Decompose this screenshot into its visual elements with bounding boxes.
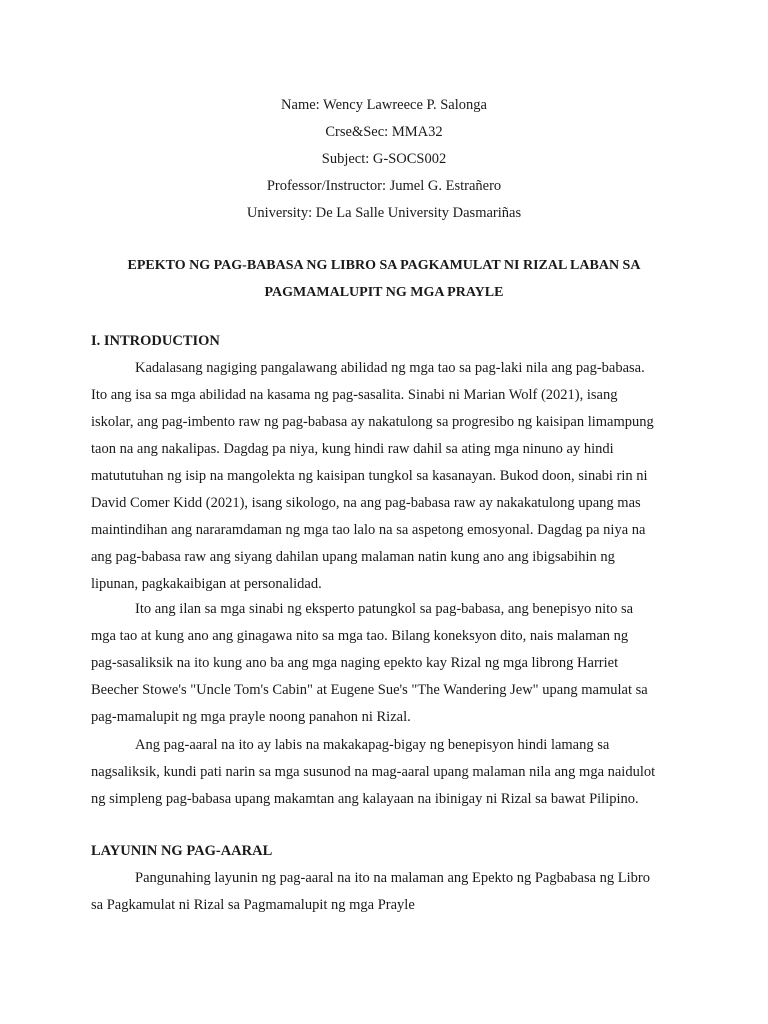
student-info-block — [0, 92, 768, 227]
text-line: ng simpleng pag-babasa upang makamtan ang kalayaan na ibinigay ni Rizal sa bawat Pilipino. — [91, 791, 639, 807]
text-line: Pangunahing layunin ng pag-aaral na ito na malaman ang Epekto ng Pagbabasa ng Libro — [135, 870, 651, 886]
subject: Subject: G-SOCS002 — [321, 151, 447, 167]
introduction-heading: I. INTRODUCTION — [91, 333, 220, 349]
document-title — [90, 252, 678, 306]
text-line: Ito ang isa sa mga abilidad na kasama ng pag-sasalita. Sinabi ni Marian Wolf (2021), isang — [91, 387, 618, 403]
university: University: De La Salle University Dasmariñas — [246, 205, 522, 221]
title-line-1: EPEKTO NG PAG-BABASA NG LIBRO SA PAGKAMULAT NI RIZAL LABAN SA — [127, 258, 641, 273]
text-line: matututuhan ng isip na mangolekta ng kaisipan tungkol sa kasanayan. Bukod doon, sinabi rin ni — [91, 468, 648, 484]
student-name: Name: Wency Lawreece P. Salonga — [281, 97, 487, 113]
text-line: lipunan, pagkakaibigan at personalidad. — [91, 576, 322, 592]
professor: Professor/Instructor: Jumel G. Estrañero — [266, 178, 502, 194]
text-line: mga tao at kung ano ang ginagawa nito sa mga tao. Bilang koneksyon dito, nais malaman ng — [91, 628, 629, 644]
course-section: Crse&Sec: MMA32 — [325, 124, 443, 140]
text-line: iskolar, ang pag-imbento raw ng pag-babasa ay nakatulong sa progresibo ng kaisipan limampung — [91, 414, 654, 430]
text-line: Ang pag-aaral na ito ay labis na makakapag-bigay ng benepisyon hindi lamang sa — [135, 737, 610, 753]
intro-paragraph-1 — [91, 355, 679, 598]
text-line: maintindihan ang nararamdaman ng mga tao lalo na sa aspetong emosyonal. Dagdag pa niya na — [91, 522, 646, 538]
title-line-2: PAGMAMALUPIT NG MGA PRAYLE — [264, 285, 504, 300]
text-line: ang pag-babasa raw ang siyang dahilan upang malaman natin kung ano ang ibigsabihin ng — [91, 549, 615, 565]
text-line: Kadalasang nagiging pangalawang abilidad ng mga tao sa pag-laki nila ang pag-babasa. — [135, 360, 645, 376]
layunin-heading: LAYUNIN NG PAG-AARAL — [91, 843, 273, 859]
layunin-paragraph-1 — [91, 865, 679, 919]
intro-paragraph-3 — [91, 732, 679, 813]
text-line: sa Pagkamulat ni Rizal sa Pagmamalupit ng mga Prayle — [91, 897, 415, 913]
text-line: pag-sasaliksik na ito kung ano ba ang mga naging epekto kay Rizal ng mga librong Harriet — [91, 655, 619, 671]
text-line: pag-mamalupit ng mga prayle noong panahon ni Rizal. — [91, 709, 411, 725]
intro-paragraph-2 — [91, 596, 679, 731]
text-line: David Comer Kidd (2021), isang sikologo, na ang pag-babasa raw ay nakakatulong upang mas — [91, 495, 641, 511]
text-line: taon na ang nakalipas. Dagdag pa niya, kung hindi raw dahil sa ating mga ninuno ay hindi — [91, 441, 614, 457]
text-line: Beecher Stowe's "Uncle Tom's Cabin" at Eugene Sue's "The Wandering Jew" upang mamulat sa — [91, 682, 648, 698]
text-line: nagsaliksik, kundi pati narin sa mga susunod na mag-aaral upang malaman nila ang mga naidulot — [91, 764, 656, 780]
text-line: Ito ang ilan sa mga sinabi ng eksperto patungkol sa pag-babasa, ang benepisyo nito sa — [135, 601, 634, 617]
